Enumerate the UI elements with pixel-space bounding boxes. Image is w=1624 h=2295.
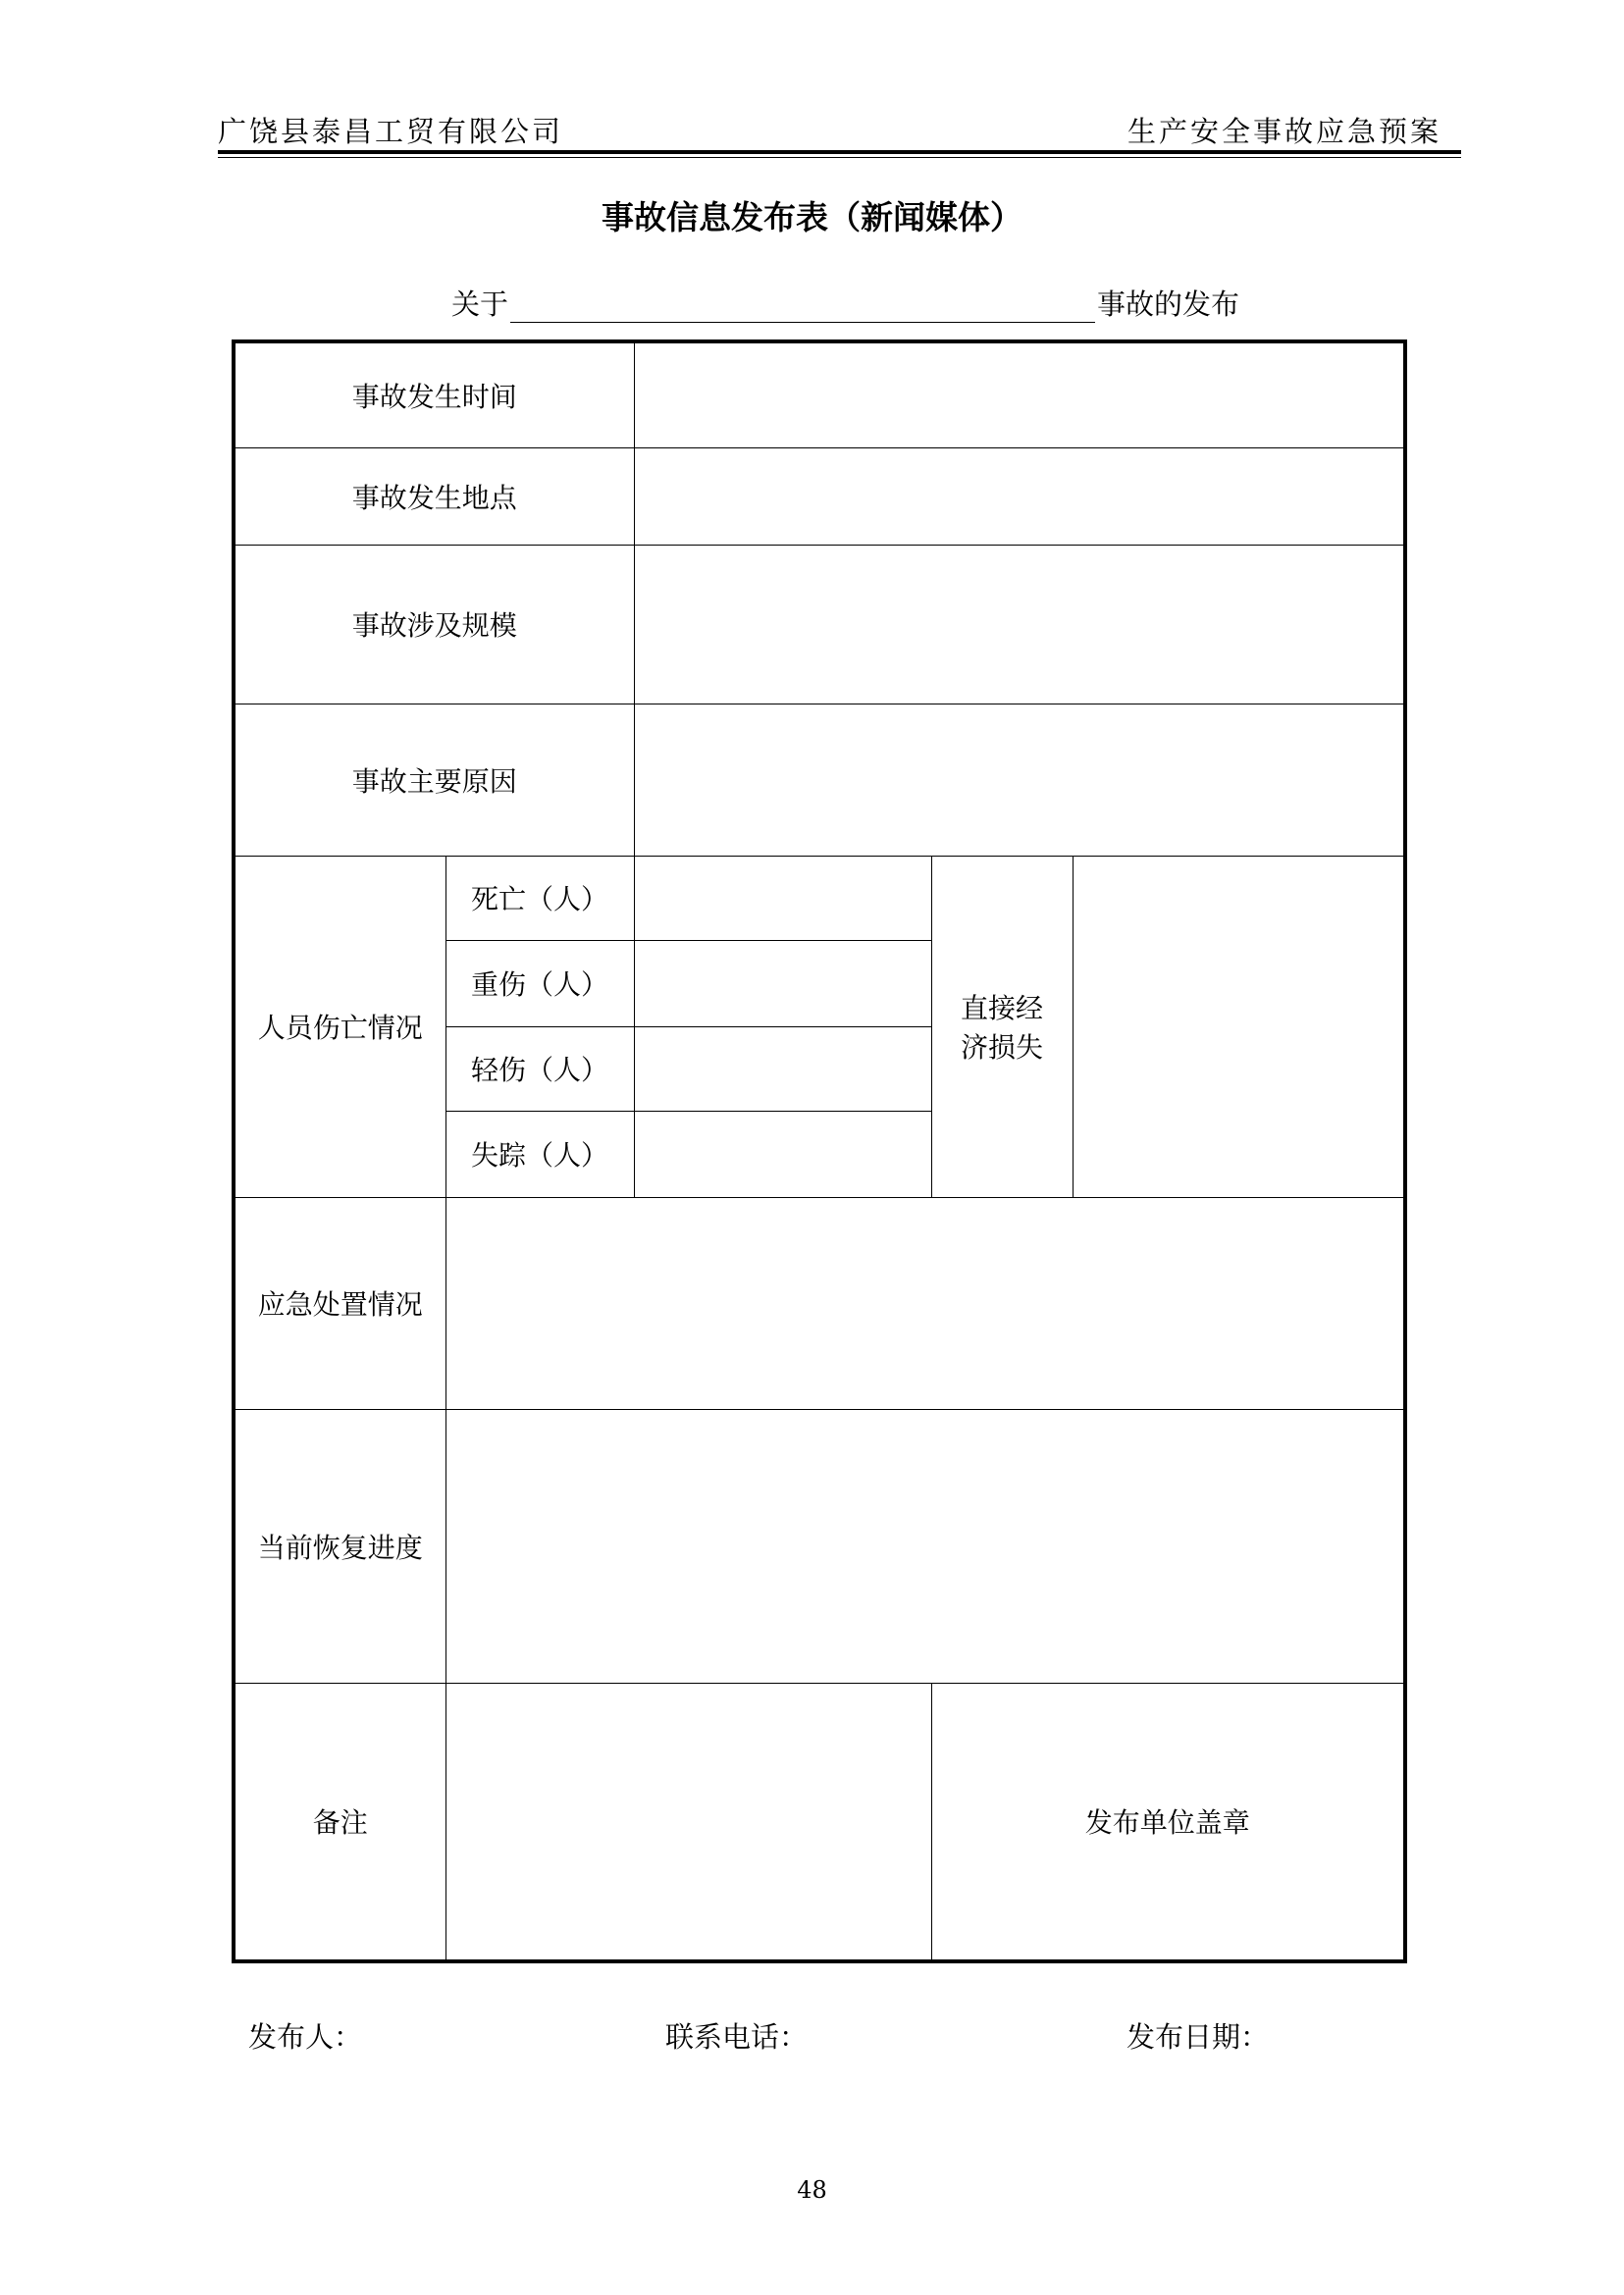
dead-label: 死亡（人）	[445, 856, 634, 940]
direct-loss-label	[931, 856, 1073, 1197]
remarks-value[interactable]	[445, 1683, 931, 1961]
date-label: 发布日期：	[1126, 2020, 1270, 2054]
subject-prefix: 关于	[451, 287, 509, 321]
dead-value[interactable]	[634, 856, 931, 940]
phone-label: 联系电话：	[665, 2020, 809, 2054]
direct-loss-label-line1: 直接经	[961, 992, 1044, 1024]
subject-suffix: 事故的发布	[1097, 287, 1240, 321]
header-company: 广饶县泰昌工贸有限公司	[218, 115, 564, 148]
direct-loss-label-line2: 济损失	[961, 1031, 1044, 1064]
serious-value[interactable]	[634, 940, 931, 1026]
recovery-value[interactable]	[445, 1409, 1405, 1683]
casualty-label: 人员伤亡情况	[234, 856, 445, 1197]
publisher-label: 发布人：	[248, 2020, 363, 2054]
missing-value[interactable]	[634, 1111, 931, 1197]
subject-line	[451, 283, 1239, 323]
response-label: 应急处置情况	[234, 1197, 445, 1409]
serious-label: 重伤（人）	[445, 940, 634, 1026]
cause-label: 事故主要原因	[234, 704, 634, 856]
scale-label: 事故涉及规模	[234, 545, 634, 704]
recovery-label: 当前恢复进度	[234, 1409, 445, 1683]
time-label: 事故发生时间	[234, 341, 634, 447]
direct-loss-value[interactable]	[1073, 856, 1405, 1197]
header-rule-thin	[218, 157, 1461, 158]
missing-label: 失踪（人）	[445, 1111, 634, 1197]
header-doc-type: 生产安全事故应急预案	[1126, 115, 1441, 148]
seal-cell: 发布单位盖章	[931, 1683, 1405, 1961]
location-value[interactable]	[634, 447, 1405, 545]
page-title: 事故信息发布表（新闻媒体）	[602, 198, 1022, 236]
minor-value[interactable]	[634, 1026, 931, 1111]
remarks-label: 备注	[234, 1683, 445, 1961]
release-form-table	[232, 339, 1407, 1963]
scale-value[interactable]	[634, 545, 1405, 704]
response-value[interactable]	[445, 1197, 1405, 1409]
subject-blank[interactable]	[510, 292, 1095, 323]
cause-value[interactable]	[634, 704, 1405, 856]
time-value[interactable]	[634, 341, 1405, 447]
location-label: 事故发生地点	[234, 447, 634, 545]
page-number: 48	[797, 2176, 827, 2204]
minor-label: 轻伤（人）	[445, 1026, 634, 1111]
header-rule-thick	[218, 150, 1461, 154]
